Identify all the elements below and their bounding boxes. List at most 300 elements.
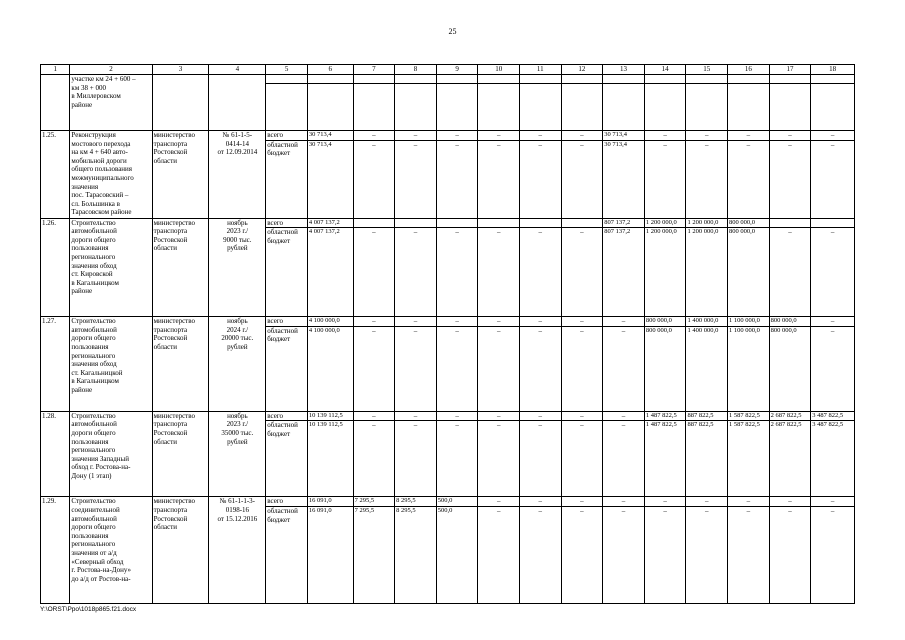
org-line: области <box>153 342 178 351</box>
document-line: от 15.12.2016 <box>217 514 258 523</box>
amount-cell: 1 487 822,5 <box>644 421 686 497</box>
amount-cell <box>353 75 395 84</box>
item-name-line: дороги общего <box>71 428 116 437</box>
item-number: 1.28. <box>41 411 70 497</box>
item-name-line: районе <box>71 385 93 394</box>
column-number: 10 <box>478 65 520 75</box>
amount-cell: – <box>561 228 603 317</box>
amount-cell: – <box>686 497 728 507</box>
amount-cell <box>395 84 437 131</box>
item-name-line: на км 4 + 640 авто- <box>71 148 128 157</box>
amount-cell: – <box>478 326 520 411</box>
item-name-line: регионального <box>71 540 116 549</box>
column-number: 17 <box>769 65 811 75</box>
amount-cell: – <box>436 317 478 327</box>
org-line: министерство <box>153 131 195 139</box>
org-line: Ростовской <box>153 334 188 343</box>
amount-cell: – <box>603 411 645 421</box>
item-name-line: значения обход <box>71 261 117 270</box>
amount-cell: – <box>769 506 811 603</box>
column-number: 5 <box>266 65 308 75</box>
table-row <box>41 75 855 84</box>
amount-cell: – <box>478 497 520 507</box>
amount-cell: – <box>395 228 437 317</box>
amount-cell: – <box>811 140 855 218</box>
amount-cell: – <box>561 421 603 497</box>
table-row <box>41 497 855 507</box>
amount-cell: – <box>603 317 645 327</box>
amount-cell <box>561 218 603 228</box>
amount-cell <box>436 218 478 228</box>
column-number: 6 <box>307 65 353 75</box>
amount-cell <box>686 75 728 84</box>
column-number: 11 <box>520 65 562 75</box>
item-name-line: значения <box>71 182 99 191</box>
amount-cell: – <box>769 228 811 317</box>
funding-source: всего <box>266 411 308 421</box>
document-line: от 12.09.2014 <box>217 148 258 157</box>
file-path-footer: Y:\ORST\Ppo\1018p865.f21.docx <box>40 606 137 613</box>
amount-cell: – <box>561 317 603 327</box>
org-line: министерство <box>153 411 195 420</box>
amount-cell: – <box>561 506 603 603</box>
funding-source: областной бюджет <box>266 421 308 497</box>
amount-cell: – <box>811 326 855 411</box>
item-name-line: Дону (1 этап) <box>71 471 112 480</box>
amount-cell <box>478 84 520 131</box>
amount-cell <box>769 75 811 84</box>
amount-cell: 2 687 822,5 <box>769 421 811 497</box>
amount-cell: – <box>686 506 728 603</box>
amount-cell: – <box>769 131 811 141</box>
item-name-line: Строительство <box>71 411 116 420</box>
amount-cell: 8 295,5 <box>395 497 437 507</box>
item-name-line: общего пользования <box>71 165 133 174</box>
amount-cell: – <box>728 497 770 507</box>
amount-cell: 1 400 000,0 <box>686 317 728 327</box>
document-ref <box>209 131 266 219</box>
item-name-line: в Миллеровском <box>71 92 121 101</box>
org-line: транспорта <box>153 227 188 236</box>
amount-cell: – <box>478 506 520 603</box>
amount-cell: – <box>811 497 855 507</box>
amount-cell: – <box>603 421 645 497</box>
amount-cell: – <box>436 411 478 421</box>
amount-cell: – <box>520 497 562 507</box>
item-name-line: Строительство <box>71 497 116 506</box>
amount-cell: – <box>561 326 603 411</box>
funding-source: областной бюджет <box>266 140 308 218</box>
amount-cell: – <box>478 317 520 327</box>
amount-cell: 4 007 137,2 <box>307 218 353 228</box>
item-name-line: «Северный обход <box>71 557 124 566</box>
document-line: 0198-16 <box>225 505 250 514</box>
amount-cell: – <box>811 131 855 141</box>
item-name-line: участке км 24 + 600 – <box>71 75 136 83</box>
org-line: Ростовской <box>153 148 188 157</box>
page-number: 25 <box>448 27 457 36</box>
document-line: № 61-1-5- <box>222 131 253 139</box>
column-number: 15 <box>686 65 728 75</box>
item-name-line: км 38 + 000 <box>71 83 106 92</box>
org-line: министерство <box>153 497 195 506</box>
amount-cell: – <box>644 131 686 141</box>
amount-cell: – <box>395 131 437 141</box>
column-number: 9 <box>436 65 478 75</box>
document-line: 9000 тыс. <box>223 235 252 244</box>
amount-cell <box>395 218 437 228</box>
amount-cell <box>811 218 855 228</box>
amount-cell: – <box>353 411 395 421</box>
amount-cell: 4 100 000,0 <box>307 317 353 327</box>
amount-cell: 1 200 000,0 <box>644 228 686 317</box>
item-name-line: Строительство <box>71 317 116 326</box>
responsible-org <box>152 411 209 497</box>
amount-cell: – <box>811 228 855 317</box>
funding-source: всего <box>266 218 308 228</box>
amount-cell: – <box>353 317 395 327</box>
amount-cell: 16 091,0 <box>307 497 353 507</box>
document-line: 35000 тыс. <box>221 428 254 437</box>
amount-cell <box>644 75 686 84</box>
item-name-line: районе <box>71 287 93 296</box>
amount-cell <box>769 84 811 131</box>
amount-cell: – <box>395 140 437 218</box>
item-name-line: пользования <box>71 244 109 253</box>
column-number: 1 <box>41 65 70 75</box>
org-line: Ростовской <box>153 235 188 244</box>
item-name-line: обход г. Ростова-на- <box>71 463 131 472</box>
amount-cell: – <box>561 411 603 421</box>
item-name <box>70 131 152 219</box>
amount-cell: 800 000,0 <box>728 218 770 228</box>
document-ref <box>209 497 266 604</box>
amount-cell <box>603 84 645 131</box>
amount-cell <box>520 75 562 84</box>
responsible-org <box>152 317 209 412</box>
item-name-line: значения от а/д <box>71 548 117 557</box>
funding-source <box>266 84 308 131</box>
item-number: 1.26. <box>41 218 70 317</box>
column-number-row <box>41 65 855 75</box>
org-line: министерство <box>153 218 195 227</box>
amount-cell <box>520 218 562 228</box>
amount-cell: – <box>436 326 478 411</box>
document-line: рублей <box>227 342 248 351</box>
amount-cell: 3 487 822,5 <box>811 421 855 497</box>
amount-cell: – <box>478 140 520 218</box>
amount-cell <box>520 84 562 131</box>
amount-cell: – <box>603 497 645 507</box>
column-number: 18 <box>811 65 855 75</box>
document-line: 2023 г./ <box>226 420 249 429</box>
amount-cell: 1 587 822,5 <box>728 411 770 421</box>
amount-cell: 4 100 000,0 <box>307 326 353 411</box>
document-line: 0414-14 <box>225 139 250 148</box>
amount-cell: 500,0 <box>436 497 478 507</box>
amount-cell <box>395 75 437 84</box>
amount-cell: – <box>561 497 603 507</box>
document-line: ноябрь <box>227 317 248 326</box>
amount-cell <box>811 84 855 131</box>
document-line: 2023 г./ <box>226 227 249 236</box>
amount-cell: 1 200 000,0 <box>644 218 686 228</box>
amount-cell: 1 200 000,0 <box>686 228 728 317</box>
amount-cell <box>728 75 770 84</box>
document-ref <box>209 317 266 412</box>
amount-cell: 1 587 822,5 <box>728 421 770 497</box>
item-name-line: автомобильной <box>71 514 117 523</box>
item-name <box>70 411 152 497</box>
item-name-line: районе <box>71 100 93 109</box>
amount-cell: 8 295,5 <box>395 506 437 603</box>
amount-cell: – <box>644 140 686 218</box>
amount-cell: – <box>436 140 478 218</box>
item-name-line: в Кагальницком <box>71 278 119 287</box>
amount-cell: – <box>520 421 562 497</box>
document-ref <box>209 411 266 497</box>
amount-cell: 30 713,4 <box>307 131 353 141</box>
item-number <box>41 75 70 131</box>
document-line: 20000 тыс. <box>221 334 254 343</box>
item-name-line: ст. Кагальницкой <box>71 368 123 377</box>
amount-cell: 800 000,0 <box>644 326 686 411</box>
org-line: транспорта <box>153 505 188 514</box>
amount-cell <box>811 75 855 84</box>
item-number: 1.27. <box>41 317 70 412</box>
amount-cell: – <box>436 228 478 317</box>
amount-cell: – <box>686 140 728 218</box>
item-name-line: пользования <box>71 342 109 351</box>
item-name-line: соединительной <box>71 505 120 514</box>
amount-cell: 1 100 000,0 <box>728 326 770 411</box>
document-ref <box>209 218 266 317</box>
amount-cell: – <box>478 421 520 497</box>
amount-cell: – <box>520 131 562 141</box>
amount-cell: – <box>353 140 395 218</box>
document-ref <box>209 75 266 131</box>
org-line: транспорта <box>153 420 188 429</box>
amount-cell: – <box>395 411 437 421</box>
amount-cell: – <box>686 131 728 141</box>
item-name-line: мостового перехода <box>71 139 131 148</box>
amount-cell <box>561 84 603 131</box>
item-name-line: дороги общего <box>71 334 116 343</box>
amount-cell: 1 487 822,5 <box>644 411 686 421</box>
org-line: Ростовской <box>153 514 188 523</box>
amount-cell <box>353 218 395 228</box>
table-row <box>41 317 855 327</box>
amount-cell: – <box>436 131 478 141</box>
amount-cell: – <box>644 506 686 603</box>
funding-source: всего <box>266 131 308 141</box>
amount-cell <box>728 84 770 131</box>
amount-cell: 800 000,0 <box>769 326 811 411</box>
item-name-line: дороги общего <box>71 235 116 244</box>
amount-cell: 800 000,0 <box>728 228 770 317</box>
funding-source <box>266 75 308 84</box>
document-line: 2024 г./ <box>226 325 249 334</box>
amount-cell: 800 000,0 <box>644 317 686 327</box>
amount-cell: 887 822,5 <box>686 421 728 497</box>
column-number: 13 <box>603 65 645 75</box>
column-number: 14 <box>644 65 686 75</box>
amount-cell <box>478 75 520 84</box>
amount-cell: – <box>769 140 811 218</box>
amount-cell: – <box>478 411 520 421</box>
item-name-line: значения обход <box>71 360 117 369</box>
amount-cell <box>307 84 353 131</box>
org-line: транспорта <box>153 139 188 148</box>
amount-cell: – <box>561 131 603 141</box>
amount-cell: 4 007 137,2 <box>307 228 353 317</box>
amount-cell: – <box>811 506 855 603</box>
item-name-line: дороги общего <box>71 523 116 532</box>
item-name-line: автомобильной <box>71 227 117 236</box>
item-number: 1.29. <box>41 497 70 604</box>
table-row <box>41 131 855 141</box>
amount-cell: – <box>728 140 770 218</box>
funding-source: областной бюджет <box>266 506 308 603</box>
amount-cell <box>644 84 686 131</box>
column-number: 16 <box>728 65 770 75</box>
item-name-line: ст. Кировской <box>71 270 113 279</box>
amount-cell: – <box>478 131 520 141</box>
org-line: транспорта <box>153 325 188 334</box>
amount-cell: 7 295,5 <box>353 497 395 507</box>
amount-cell: – <box>478 228 520 317</box>
item-name-line: регионального <box>71 351 116 360</box>
item-name <box>70 75 152 131</box>
item-name-line: автомобильной <box>71 420 117 429</box>
amount-cell: – <box>603 506 645 603</box>
column-number: 8 <box>395 65 437 75</box>
responsible-org <box>152 497 209 604</box>
item-name-line: пользования <box>71 531 109 540</box>
amount-cell: 887 822,5 <box>686 411 728 421</box>
amount-cell <box>353 84 395 131</box>
amount-cell: – <box>520 317 562 327</box>
item-name-line: сл. Большинка в <box>71 199 120 208</box>
amount-cell: 16 091,0 <box>307 506 353 603</box>
amount-cell: 10 139 112,5 <box>307 411 353 421</box>
org-line: области <box>153 437 178 446</box>
amount-cell <box>436 84 478 131</box>
amount-cell: – <box>603 326 645 411</box>
column-number: 12 <box>561 65 603 75</box>
amount-cell: 500,0 <box>436 506 478 603</box>
item-name <box>70 317 152 412</box>
budget-table <box>40 64 855 604</box>
item-name-line: Строительство <box>71 218 116 227</box>
amount-cell: – <box>644 497 686 507</box>
item-name-line: Тарасовском районе <box>71 208 132 217</box>
amount-cell: – <box>520 326 562 411</box>
amount-cell: – <box>395 326 437 411</box>
item-name <box>70 218 152 317</box>
amount-cell: – <box>395 317 437 327</box>
amount-cell: 10 139 112,5 <box>307 421 353 497</box>
amount-cell: – <box>395 421 437 497</box>
org-line: области <box>153 244 178 253</box>
amount-cell: 30 713,4 <box>603 131 645 141</box>
column-number: 2 <box>70 65 152 75</box>
amount-cell: – <box>561 140 603 218</box>
amount-cell: 2 687 822,5 <box>769 411 811 421</box>
amount-cell: 807 137,2 <box>603 228 645 317</box>
org-line: области <box>153 523 178 532</box>
document-line: рублей <box>227 437 248 446</box>
item-name-line: межмуниципального <box>71 173 134 182</box>
item-name-line: до а/д от Ростов-на- <box>71 574 131 583</box>
amount-cell: – <box>520 506 562 603</box>
amount-cell: 30 713,4 <box>603 140 645 218</box>
amount-cell: 3 487 822,5 <box>811 411 855 421</box>
amount-cell <box>307 75 353 84</box>
item-name-line: пос. Тарасовский – <box>71 191 129 200</box>
amount-cell: – <box>769 497 811 507</box>
item-name-line: регионального <box>71 252 116 261</box>
item-name-line: мобильной дороги <box>71 156 127 165</box>
org-line: Ростовской <box>153 428 188 437</box>
funding-source: областной бюджет <box>266 326 308 411</box>
amount-cell: – <box>728 131 770 141</box>
amount-cell: – <box>520 411 562 421</box>
amount-cell: – <box>520 140 562 218</box>
amount-cell: – <box>353 131 395 141</box>
amount-cell: 807 137,2 <box>603 218 645 228</box>
funding-source: всего <box>266 497 308 507</box>
item-name <box>70 497 152 604</box>
funding-source: всего <box>266 317 308 327</box>
amount-cell: – <box>436 421 478 497</box>
document-line: ноябрь <box>227 218 248 227</box>
item-name-line: пользования <box>71 437 109 446</box>
org-line: области <box>153 156 178 165</box>
amount-cell <box>436 75 478 84</box>
table-row <box>41 411 855 421</box>
amount-cell <box>603 75 645 84</box>
document-line: рублей <box>227 244 248 253</box>
responsible-org <box>152 75 209 131</box>
amount-cell: 1 400 000,0 <box>686 326 728 411</box>
amount-cell: 1 100 000,0 <box>728 317 770 327</box>
amount-cell: 7 295,5 <box>353 506 395 603</box>
amount-cell: – <box>520 228 562 317</box>
responsible-org <box>152 131 209 219</box>
item-number: 1.25. <box>41 131 70 219</box>
item-name-line: г. Ростова-на-Дону» <box>71 566 132 575</box>
amount-cell <box>561 75 603 84</box>
amount-cell: 30 713,4 <box>307 140 353 218</box>
item-name-line: значения Западный <box>71 454 129 463</box>
funding-source: областной бюджет <box>266 228 308 317</box>
amount-cell: – <box>353 228 395 317</box>
document-line: № 61-1-1-3- <box>219 497 255 506</box>
column-number: 7 <box>353 65 395 75</box>
document-line: ноябрь <box>227 411 248 420</box>
column-number: 3 <box>152 65 209 75</box>
amount-cell: – <box>353 326 395 411</box>
amount-cell: 800 000,0 <box>769 317 811 327</box>
item-name-line: регионального <box>71 446 116 455</box>
item-name-line: Реконструкция <box>71 131 116 139</box>
responsible-org <box>152 218 209 317</box>
table-row <box>41 218 855 228</box>
amount-cell <box>769 218 811 228</box>
org-line: министерство <box>153 317 195 326</box>
item-name-line: в Кагальницком <box>71 377 119 386</box>
